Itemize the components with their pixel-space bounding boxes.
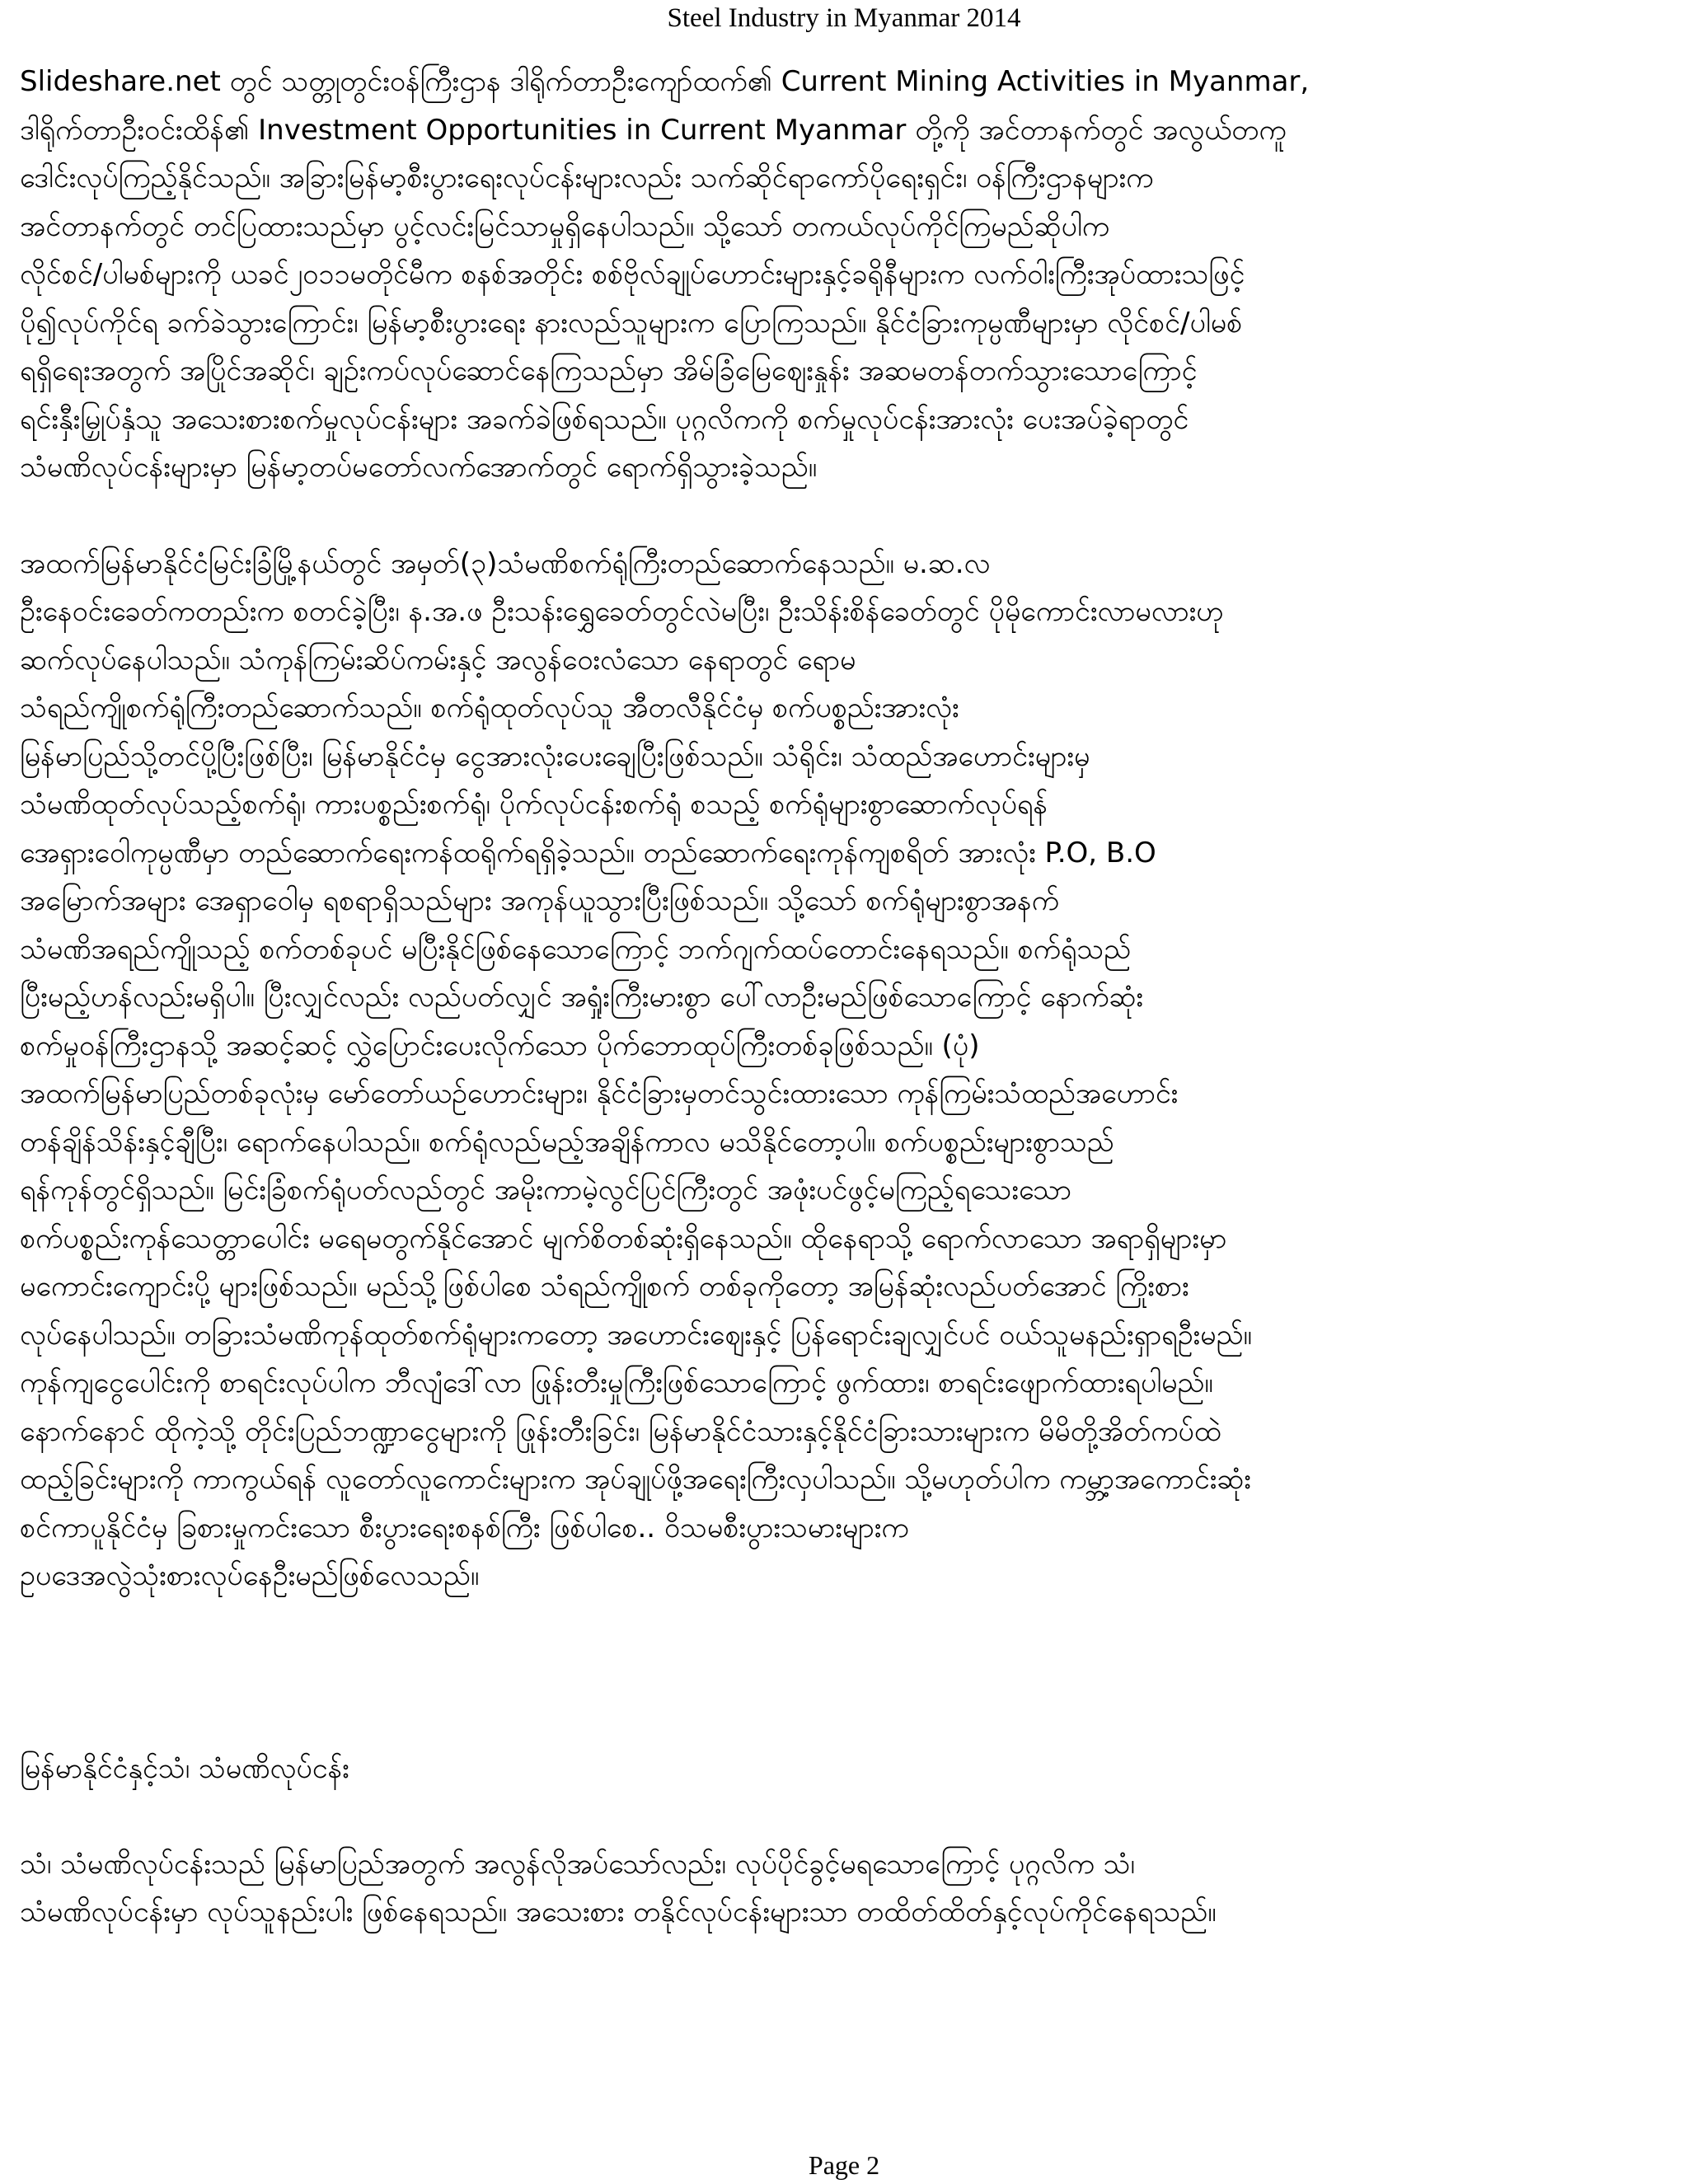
paragraph-line: ပို၍လုပ်ကိုင်ရ ခက်ခဲသွားကြောင်း၊ မြန်မာ့စီးပွားရေး နားလည်သူများက ပြောကြသည်။ နိုင်ငံခြားကုမ္ပဏီများမှာ လိုင်စင်/ပါမစ်	[20, 306, 1243, 340]
section-heading: မြန်မာနိုင်ငံနှင့်သံ၊ သံမဏိလုပ်ငန်း	[20, 1751, 349, 1785]
paragraph-line: နောက်နောင် ထိုကဲ့သို့ တိုင်းပြည်ဘဏ္ဍာငွေများကို ဖြုန်းတီးခြင်း၊ မြန်မာနိုင်ငံသားနှင့်နိုင်ငံခြားသားများက မိမိတို့အိတ်ကပ်ထဲ	[20, 1414, 1221, 1448]
paragraph-line: ကုန်ကျငွေပေါင်းကို စာရင်းလုပ်ပါက ဘီလျံဒေါ်လာ ဖြုန်းတီးမှုကြီးဖြစ်သောကြောင့် ဖွက်ထား၊ စာရင်းဖျောက်ထားရပါမည်။	[20, 1366, 1213, 1399]
paragraph-line: သံ၊ သံမဏိလုပ်ငန်းသည် မြန်မာပြည်အတွက် အလွန်လိုအပ်သော်လည်း၊ လုပ်ပိုင်ခွင့်မရသောကြောင့် ပုဂ္ဂလိက သံ၊	[20, 1847, 1135, 1881]
paragraph-line: ရရှိရေးအတွက် အပြိုင်အဆိုင်၊ ချဉ်းကပ်လုပ်ဆောင်နေကြသည်မှာ အိမ်ခြံမြေဈေးနှုန်း အဆမတန်တက်သွားသောကြောင့်	[20, 354, 1198, 387]
paragraph-line: ဒေါင်းလုပ်ကြည့်နိုင်သည်။ အခြားမြန်မာ့စီးပွားရေးလုပ်ငန်းများလည်း သက်ဆိုင်ရာကော်ပိုရေးရှင်း၊ ဝန်ကြီးဌာနများက	[20, 162, 1154, 194]
paragraph-line: ဒါရိုက်တာဦးဝင်းထိန်၏ Investment Opportunities in Current Myanmar တို့ကို အင်တာနက်တွင် အလွယ်တကူ	[20, 113, 1287, 147]
paragraph-line: ရင်းနှီးမြှုပ်နှံသူ အသေးစားစက်မှုလုပ်ငန်းများ အခက်ခဲဖြစ်ရသည်။ ပုဂ္ဂလိကကို စက်မှုလုပ်ငန်းအားလုံး ပေးအပ်ခဲ့ရာတွင်	[20, 402, 1189, 436]
paragraph-line: သံမဏိအရည်ကျိုသည့် စက်တစ်ခုပင် မပြီးနိုင်ဖြစ်နေသောကြောင့် ဘက်ဂျက်ထပ်တောင်းနေရသည်။ စက်ရုံသည်	[20, 932, 1132, 966]
paragraph-line: သံရည်ကျိုစက်ရုံကြီးတည်ဆောက်သည်။ စက်ရုံထုတ်လုပ်သူ အီတလီနိုင်ငံမှ စက်ပစ္စည်းအားလုံး	[20, 691, 959, 724]
paragraph-1	[20, 58, 1668, 492]
paragraph-line: Slideshare.net တွင် သတ္တုတွင်းဝန်ကြီးဌာန ဒါရိုက်တာဦးကျော်ထက်၏ Current Mining Activities in Myanmar,	[20, 65, 1310, 98]
paragraph-line: ရန်ကုန်တွင်ရှိသည်။ မြင်းခြံစက်ရုံပတ်လည်တွင် အမိုးကာမဲ့လွင်ပြင်ကြီးတွင် အဖုံးပင်ဖွင့်မကြည့်ရသေးသော	[20, 1174, 1071, 1207]
paragraph-line: ဦးနေဝင်းခေတ်ကတည်းက စတင်ခဲ့ပြီး၊ န.အ.ဖ ဦးသန်းရွှေခေတ်တွင်လဲမပြီး၊ ဦးသိန်းစိန်ခေတ်တွင် ပိုမိုကောင်းလာမလားဟု	[20, 595, 1224, 628]
document-body	[20, 58, 1668, 1937]
paragraph-line: ဆက်လုပ်နေပါသည်။ သံကုန်ကြမ်းဆိပ်ကမ်းနှင့် အလွန်ဝေးလံသော နေရာတွင် ရောမ	[20, 643, 856, 677]
paragraph-2	[20, 540, 1668, 1601]
page-number: Page 2	[808, 2150, 880, 2180]
paragraph-line: အထက်မြန်မာနိုင်ငံမြင်းခြံမြို့နယ်တွင် အမှတ်(၃)သံမဏိစက်ရုံကြီးတည်ဆောက်နေသည်။ မ.ဆ.လ	[20, 546, 991, 580]
paragraph-line: သံမဏိလုပ်ငန်းများမှာ မြန်မာ့တပ်မတော်လက်အောက်တွင် ရောက်ရှိသွားခဲ့သည်။	[20, 451, 818, 484]
paragraph-line: သံမဏိလုပ်ငန်းမှာ လုပ်သူနည်းပါး ဖြစ်နေရသည်။ အသေးစား တနိုင်လုပ်ငန်းများသာ တထိတ်ထိတ်နှင့်လုပ်ကိုင်နေရသည်။	[20, 1896, 1217, 1929]
running-header: Steel Industry in Myanmar 2014	[667, 3, 1021, 33]
paragraph-line: ပြီးမည့်ဟန်လည်းမရှိပါ။ ပြီးလျှင်လည်း လည်ပတ်လျှင် အရှုံးကြီးမားစွာ ပေါ်လာဦးမည်ဖြစ်သောကြောင့် နောက်ဆုံး	[20, 981, 1144, 1014]
paragraph-line: လိုင်စင်/ပါမစ်များကို ယခင်၂၀၁၁မတိုင်မီက စနစ်အတိုင်း စစ်ဗိုလ်ချုပ်ဟောင်းများနှင့်ခရိုနီများက လက်ဝါးကြီးအုပ်ထားသဖြင့်	[20, 258, 1245, 291]
paragraph-line: စက်မှုဝန်ကြီးဌာနသို့ အဆင့်ဆင့် လွှဲပြောင်းပေးလိုက်သော ပိုက်ဘောထုပ်ကြီးတစ်ခုဖြစ်သည်။ (ပုံ)	[20, 1029, 980, 1062]
paragraph-line: ဥပဒေအလွဲသုံးစားလုပ်နေဦးမည်ဖြစ်လေသည်။	[20, 1559, 480, 1592]
paragraph-line: မကောင်းကျောင်းပို့ များဖြစ်သည်။ မည်သို့ဖြစ်ပါစေ သံရည်ကျိုစက် တစ်ခုကိုတော့ အမြန်ဆုံးလည်ပတ်အောင် ကြိုးစား	[20, 1270, 1189, 1303]
paragraph-line: မြန်မာပြည်သို့တင်ပို့ပြီးဖြစ်ပြီး၊ မြန်မာနိုင်ငံမှ ငွေအားလုံးပေးချေပြီးဖြစ်သည်။ သံရိုင်း၊ သံထည်အဟောင်းများမှ	[20, 739, 1090, 773]
paragraph-line: အထက်မြန်မာပြည်တစ်ခုလုံးမှ မော်တော်ယဉ်ဟောင်းများ၊ နိုင်ငံခြားမှတင်သွင်းထားသော ကုန်ကြမ်းသံထည်အဟောင်း	[20, 1077, 1179, 1110]
paragraph-line: ထည့်ခြင်းများကို ကာကွယ်ရန် လူတော်လူကောင်းများက အုပ်ချုပ်ဖို့အရေးကြီးလှပါသည်။ သို့မဟုတ်ပါက ကမ္ဘာ့အကောင်းဆုံး	[20, 1463, 1251, 1496]
paragraph-line: စက်ပစ္စည်းကုန်သေတ္တာပေါင်း မရေမတွက်နိုင်အောင် မျက်စိတစ်ဆုံးရှိနေသည်။ ထိုနေရာသို့ ရောက်လာသော အရာရှိများမှာ	[20, 1221, 1227, 1255]
paragraph-line: အေရှားဝေါကုမ္ပဏီမှာ တည်ဆောက်ရေးကန်ထရိုက်ရရှိခဲ့သည်။ တည်ဆောက်ရေးကုန်ကျစရိတ် အားလုံး P.O, B.O	[20, 836, 1156, 869]
paragraph-line: လုပ်နေပါသည်။ တခြားသံမဏိကုန်ထုတ်စက်ရုံများကတော့ အဟောင်းဈေးနှင့် ပြန်ရောင်းချလျှင်ပင် ဝယ်သူမနည်းရှာရဦးမည်။	[20, 1318, 1252, 1352]
paragraph-line: တန်ချိန်သိန်းနှင့်ချီပြီး၊ ရောက်နေပါသည်။ စက်ရုံလည်မည့်အချိန်ကာလ မသိနိုင်တော့ပါ။ စက်ပစ္စည်းများစွာသည်	[20, 1125, 1114, 1159]
paragraph-line: စင်ကာပူနိုင်ငံမှ ခြစားမှုကင်းသော စီးပွားရေးစနစ်ကြီး ဖြစ်ပါစေ.. ဝိသမစီးပွားသမားများက	[20, 1511, 909, 1544]
paragraph-line: အမြောက်အများ အေရှာဝေါမှ ရစရာရှိသည်များ အကုန်ယူသွားပြီးဖြစ်သည်။ သို့သော် စက်ရုံများစွာအနက်	[20, 884, 1059, 917]
paragraph-line: အင်တာနက်တွင် တင်ပြထားသည်မှာ ပွင့်လင်းမြင်သာမှုရှိနေပါသည်။ သို့သော် တကယ်လုပ်ကိုင်ကြမည်ဆိုပါက	[20, 209, 1109, 243]
paragraph-3	[20, 1840, 1668, 1937]
paragraph-line: သံမဏိထုတ်လုပ်သည့်စက်ရုံ၊ ကားပစ္စည်းစက်ရုံ၊ ပိုက်လုပ်ငန်းစက်ရုံ စသည့် စက်ရုံများစွာဆောက်လုပ်ရန်	[20, 788, 1048, 821]
